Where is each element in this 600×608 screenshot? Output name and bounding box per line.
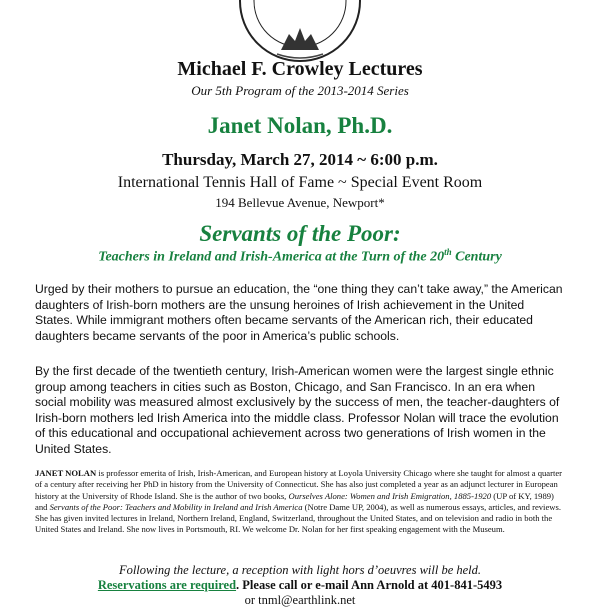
program-subtitle: Our 5th Program of the 2013-2014 Series — [191, 83, 409, 98]
series-title: Michael F. Crowley Lectures — [177, 58, 423, 80]
lecture-title: Servants of the Poor: — [199, 221, 401, 246]
description-paragraph-1: Urged by their mothers to pursue an education, the “one thing they can’t take away,” the American daughters of Irish-born mothers are the unsung heroines of Irish achievement in the United States. While immigrant mothers often became servants of the American rich, their educated daughters became servants of the poor in America’s public schools. — [35, 282, 563, 343]
lecture-subtitle-superscript: th — [444, 247, 452, 257]
event-address: 194 Bellevue Avenue, Newport* — [215, 195, 385, 210]
reservation-line — [0, 578, 600, 593]
event-datetime: Thursday, March 27, 2014 ~ 6:00 p.m. — [162, 150, 438, 169]
speaker-name: Janet Nolan, Ph.D. — [207, 113, 393, 138]
lecture-subtitle — [0, 247, 600, 266]
description-paragraph-2: By the first decade of the twentieth century, Irish-American women were the largest single ethnic group among teachers in cities such as Boston, Chicago, and San Francisco. In an era when social mobility was measured almost exclusively by the success of men, the teacher-daughters of Irish-born mothers led Irish America into the middle class. Professor Nolan will trace the evolution of this educational and occupational achievement across two generations of Irish women in the United States. — [35, 364, 560, 456]
bio-text-3: (Notre Dame UP, 2004), as well as numerous essays, articles, and reviews. She has given invited lectures in Ireland, Northern Ireland, England, Switzerland, throughout the United States, and on television and radio in both the United States and Ireland. She now lives in Portsmouth, RI. We welcome Dr. Nolan for her first speaking engagement with the Museum. — [35, 501, 561, 535]
reception-note: Following the lecture, a reception with light hors d’oeuvres will be held. — [118, 563, 482, 577]
bio-book-2: Servants of the Poor: Teachers and Mobility in Ireland and Irish America — [49, 501, 303, 512]
lecture-subtitle-end: Century — [451, 249, 502, 265]
contact-email[interactable]: or tnml@earthlink.net — [244, 593, 356, 607]
reservations-required-link[interactable]: Reservations are required — [97, 578, 237, 592]
bio-book-1: Ourselves Alone: Women and Irish Emigration, 1885-1920 — [288, 490, 492, 501]
speaker-bio — [35, 468, 567, 536]
bio-name: JANET NOLAN — [35, 468, 97, 478]
event-venue: International Tennis Hall of Fame ~ Special Event Room — [117, 174, 483, 191]
crowley-lectures-seal — [237, 0, 363, 64]
call-text: . Please call or e-mail Ann Arnold at 401-841-5493 — [236, 578, 503, 592]
lecture-subtitle-text: Teachers in Ireland and Irish-America at the Turn of the 20 — [98, 249, 445, 265]
bio-text-1: is professor emerita of Irish, Irish-American, and European history at Loyola University Chicago where she taught for almost a quarter of a century after receiving her PhD in history from the University of Connecticut. She has also just completed a year as an adjunct lecturer in European history at the University of Rhode Island. She is the author of two books, — [35, 468, 563, 501]
bio-text-2: (UP of KY, 1989) and — [35, 490, 554, 512]
